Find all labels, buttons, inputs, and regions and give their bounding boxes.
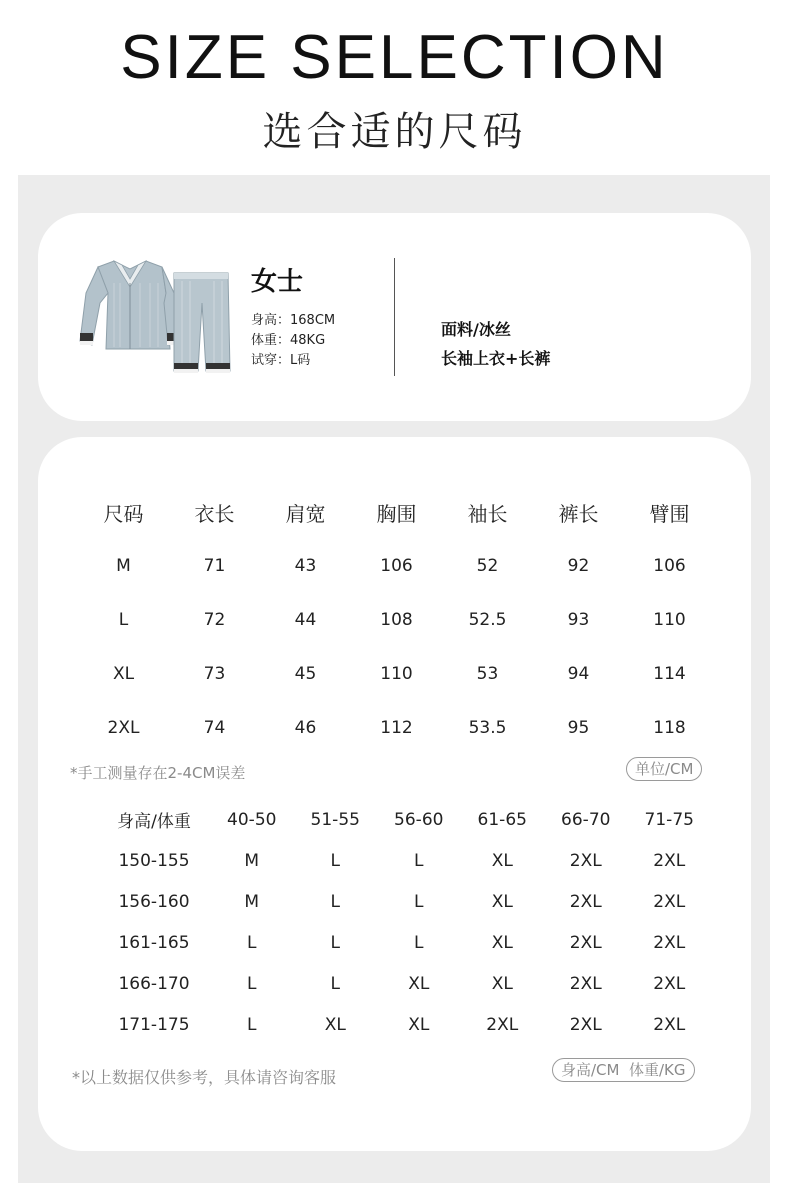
reference-note: *以上数据仅供参考，具体请咨询客服 bbox=[72, 1068, 337, 1087]
table-row bbox=[78, 647, 718, 701]
table-cell: 95 bbox=[567, 718, 590, 738]
table-row bbox=[78, 701, 718, 755]
table-cell: L bbox=[330, 891, 340, 912]
table-cell: 171-175 bbox=[118, 1014, 190, 1035]
measurement-header-row bbox=[78, 485, 718, 539]
table-cell: 43 bbox=[294, 556, 317, 576]
header-cell: 56-60 bbox=[394, 809, 444, 830]
table-cell: M bbox=[116, 556, 131, 576]
model-stats bbox=[251, 311, 335, 371]
table-cell: 44 bbox=[294, 610, 317, 630]
table-cell: 2XL bbox=[569, 891, 602, 912]
table-cell: L bbox=[247, 973, 257, 994]
table-cell: XL bbox=[491, 932, 513, 953]
table-row bbox=[98, 963, 712, 1004]
table-cell: L bbox=[247, 932, 257, 953]
table-cell: 46 bbox=[294, 718, 317, 738]
table-cell: 161-165 bbox=[118, 932, 190, 953]
header-cell: 尺码 bbox=[103, 501, 144, 526]
table-cell: 2XL bbox=[653, 891, 686, 912]
table-cell: 2XL bbox=[107, 718, 140, 738]
table-cell: XL bbox=[491, 973, 513, 994]
header-cell: 40-50 bbox=[227, 809, 277, 830]
table-cell: 94 bbox=[567, 664, 590, 684]
header-cell: 裤长 bbox=[558, 501, 599, 526]
table-cell: L bbox=[330, 973, 340, 994]
table-cell: 73 bbox=[203, 664, 226, 684]
table-cell: 71 bbox=[203, 556, 226, 576]
table-cell: 166-170 bbox=[118, 973, 190, 994]
table-cell: 2XL bbox=[653, 850, 686, 871]
header-cell: 胸围 bbox=[376, 501, 417, 526]
unit-badge: 身高/CM 体重/KG bbox=[552, 1058, 695, 1082]
table-cell: 2XL bbox=[653, 973, 686, 994]
table-cell: 92 bbox=[567, 556, 590, 576]
table-row bbox=[98, 881, 712, 922]
table-cell: XL bbox=[408, 973, 430, 994]
recommend-header-row bbox=[98, 799, 712, 840]
table-cell: 108 bbox=[380, 610, 413, 630]
page-header bbox=[0, 0, 789, 175]
table-cell: XL bbox=[324, 1014, 346, 1035]
table-cell: 52.5 bbox=[468, 610, 507, 630]
table-cell: 2XL bbox=[569, 850, 602, 871]
table-cell: 2XL bbox=[653, 932, 686, 953]
table-cell: XL bbox=[408, 1014, 430, 1035]
table-cell: XL bbox=[491, 850, 513, 871]
title-english: SIZE SELECTION bbox=[120, 23, 669, 92]
table-cell: 2XL bbox=[486, 1014, 519, 1035]
table-cell: L bbox=[414, 891, 424, 912]
model-height: 身高：168CM bbox=[251, 313, 336, 328]
measurement-table bbox=[78, 485, 718, 755]
table-cell: M bbox=[244, 850, 260, 871]
table-cell: L bbox=[330, 850, 340, 871]
title-chinese: 选合适的尺码 bbox=[262, 109, 527, 155]
table-cell: 45 bbox=[294, 664, 317, 684]
content-panel bbox=[18, 175, 770, 1183]
product-info bbox=[441, 315, 550, 373]
table-cell: 106 bbox=[653, 556, 686, 576]
fabric-label: 面料/冰丝 bbox=[441, 320, 511, 339]
table-row bbox=[78, 539, 718, 593]
size-card bbox=[38, 437, 751, 1151]
table-cell: L bbox=[414, 850, 424, 871]
table-cell: 53.5 bbox=[468, 718, 507, 738]
header-cell: 袖长 bbox=[467, 501, 508, 526]
header-cell: 61-65 bbox=[477, 809, 527, 830]
table-cell: 53 bbox=[476, 664, 499, 684]
table-cell: 118 bbox=[653, 718, 686, 738]
model-card bbox=[38, 213, 751, 421]
table-cell: 93 bbox=[567, 610, 590, 630]
model-weight: 体重：48KG bbox=[251, 333, 326, 348]
table-cell: 2XL bbox=[569, 932, 602, 953]
table-cell: 2XL bbox=[653, 1014, 686, 1035]
pajama-product-image bbox=[78, 253, 238, 383]
header-cell: 66-70 bbox=[561, 809, 611, 830]
table-cell: 110 bbox=[380, 664, 413, 684]
measurement-note: *手工测量存在2-4CM误差 bbox=[70, 764, 246, 782]
table-cell: 106 bbox=[380, 556, 413, 576]
model-gender: 女士 bbox=[251, 267, 304, 297]
table-cell: L bbox=[247, 1014, 257, 1035]
table-cell: XL bbox=[112, 664, 135, 684]
header-cell: 肩宽 bbox=[285, 501, 326, 526]
table-cell: 156-160 bbox=[118, 891, 190, 912]
table-cell: L bbox=[414, 932, 424, 953]
header-cell: 衣长 bbox=[194, 501, 235, 526]
table-cell: 2XL bbox=[569, 1014, 602, 1035]
unit-badge: 单位/CM bbox=[626, 757, 702, 781]
style-label: 长袖上衣+长裤 bbox=[441, 349, 551, 368]
table-row bbox=[78, 593, 718, 647]
table-cell: 52 bbox=[476, 556, 499, 576]
table-cell: L bbox=[330, 932, 340, 953]
table-cell: M bbox=[244, 891, 260, 912]
header-cell: 臂围 bbox=[649, 501, 690, 526]
table-row bbox=[98, 840, 712, 881]
model-tried-size: 试穿：L码 bbox=[251, 353, 311, 368]
table-cell: 74 bbox=[203, 718, 226, 738]
header-cell: 71-75 bbox=[644, 809, 694, 830]
table-row bbox=[98, 1004, 712, 1045]
vertical-divider bbox=[394, 258, 395, 376]
recommendation-table bbox=[98, 799, 712, 1045]
table-cell: XL bbox=[491, 891, 513, 912]
table-cell: 2XL bbox=[569, 973, 602, 994]
table-cell: 112 bbox=[380, 718, 413, 738]
table-row bbox=[98, 922, 712, 963]
header-cell: 身高/体重 bbox=[117, 812, 191, 832]
table-cell: 114 bbox=[653, 664, 686, 684]
table-cell: 72 bbox=[203, 610, 226, 630]
table-cell: 150-155 bbox=[118, 850, 190, 871]
table-cell: 110 bbox=[653, 610, 686, 630]
header-cell: 51-55 bbox=[310, 809, 360, 830]
table-cell: L bbox=[118, 610, 129, 630]
